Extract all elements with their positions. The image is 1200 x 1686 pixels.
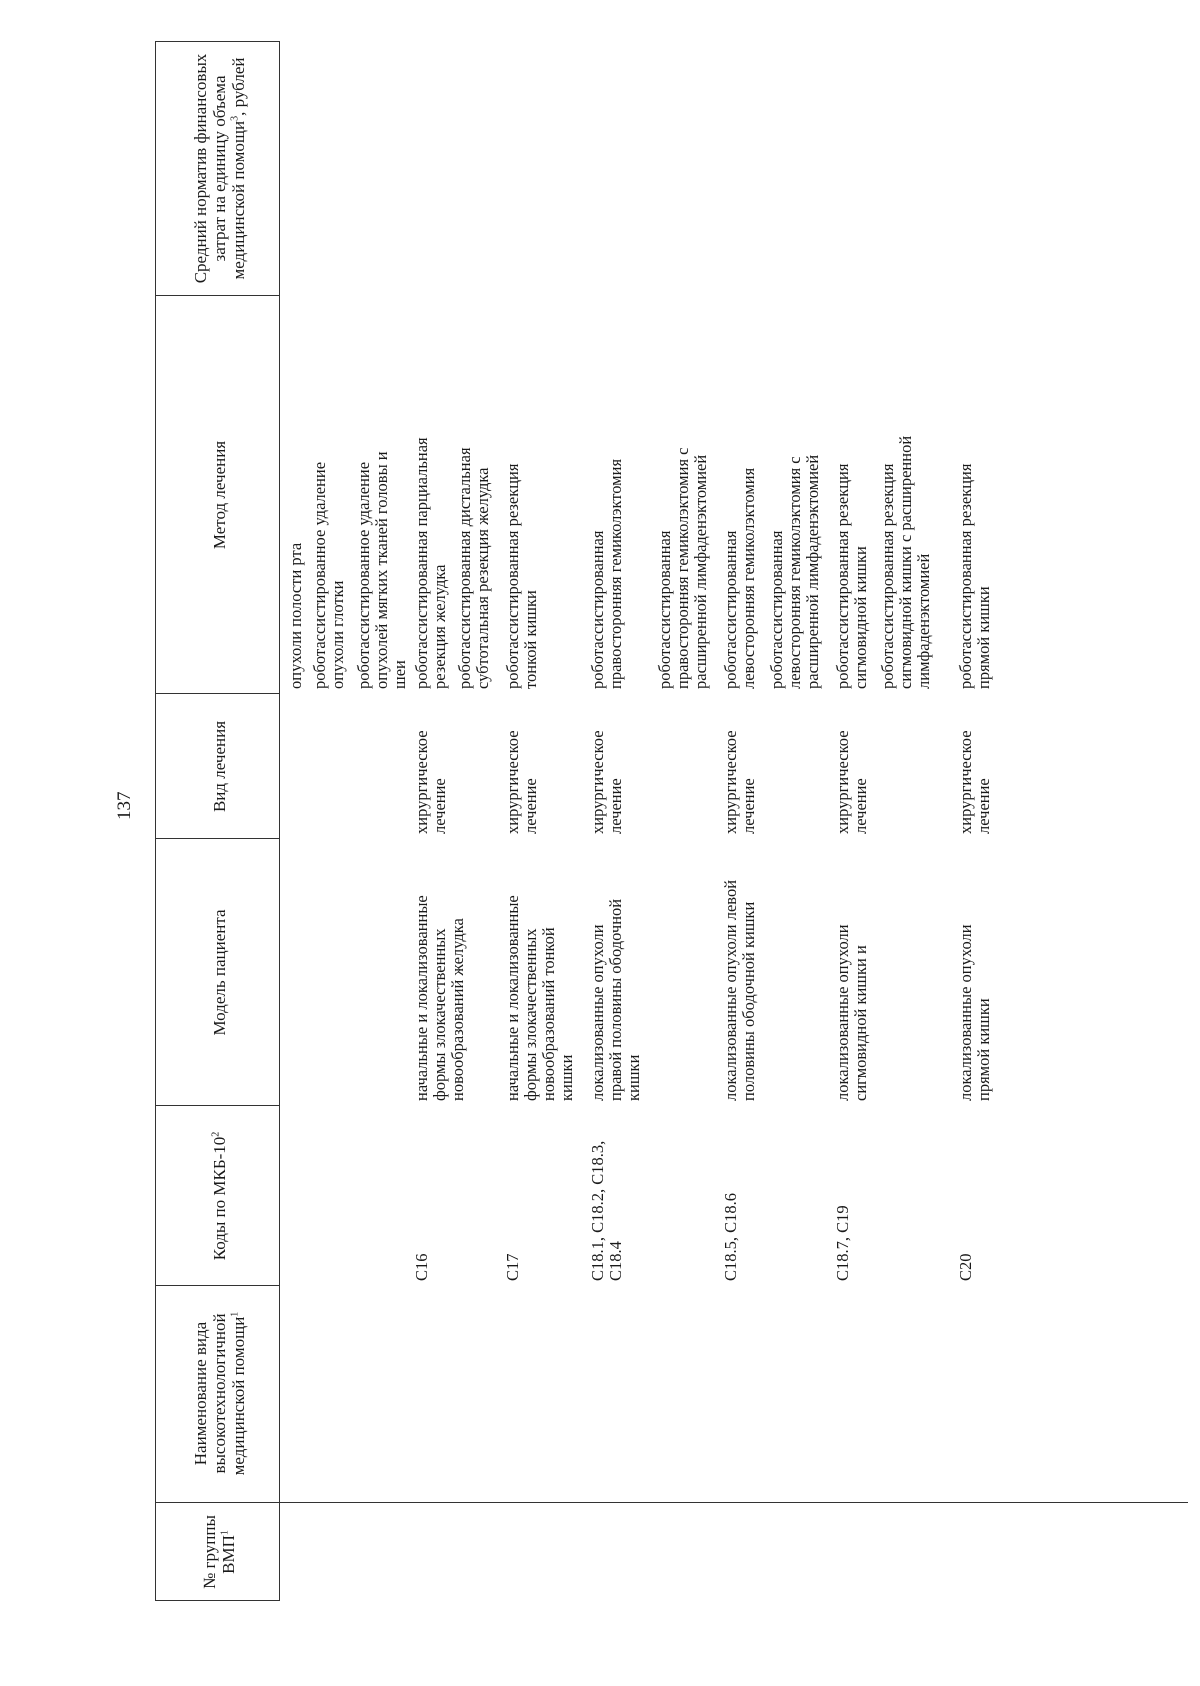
column-divider xyxy=(155,295,280,296)
method-cell: опухоли полости рта xyxy=(286,542,305,689)
icd-code-cell: C20 xyxy=(956,1253,975,1281)
header-group-no: № группы ВМП$^1$ xyxy=(200,1515,238,1589)
method-cell: роботассистированная резекция тонкой кишки xyxy=(503,463,540,689)
method-cell: роботассистированная резекция сигмовидной кишки с расширенной лимфаденэктомией xyxy=(878,435,933,689)
method-cell: роботассистированная дистальная субтотальная резекция желудка xyxy=(455,447,492,689)
method-cell: роботассистированное удаление опухоли глотки xyxy=(310,461,347,689)
patient-model-cell: локализованные опухоли левой половины ободочной кишки xyxy=(721,879,758,1101)
icd-code-cell: C17 xyxy=(503,1253,522,1281)
method-cell: роботассистированная правосторонняя гемиколэктомия с расширенной лимфаденэктомией xyxy=(655,447,710,689)
method-cell: роботассистированная правосторонняя гемиколэктомия xyxy=(588,458,625,689)
treatment-type-cell: хирургическое лечение xyxy=(503,730,540,834)
patient-model-cell: локализованные опухоли правой половины ободочной кишки xyxy=(588,898,643,1101)
icd-code-cell: C16 xyxy=(412,1253,431,1281)
header-patient-model: Модель пациента xyxy=(209,909,229,1036)
method-cell: роботассистированная резекция сигмовидной кишки xyxy=(833,463,870,689)
method-cell: роботассистированное удаление опухолей мягких тканей головы и шеи xyxy=(354,451,409,689)
patient-model-cell: начальные и локализованные формы злокачественных новообразований желудка xyxy=(412,895,467,1101)
icd-code-cell: C18.7, C19 xyxy=(833,1205,852,1281)
header-treatment-type: Вид лечения xyxy=(209,720,229,813)
method-cell: роботассистированная левосторонняя гемиколэктомия xyxy=(721,467,758,689)
column-divider xyxy=(155,838,280,839)
patient-model-cell: локализованные опухоли прямой кишки xyxy=(956,924,993,1101)
header-vmp-name: Наименование вида высокотехнологичной медицинской помощи$^1$ xyxy=(190,1311,248,1476)
method-cell: роботассистированная парциальная резекция желудка xyxy=(412,437,449,689)
header-treatment-method: Метод лечения xyxy=(209,440,229,550)
icd-code-cell: C18.1, C18.2, C18.3, C18.4 xyxy=(588,1140,625,1281)
page-number: 137 xyxy=(114,791,135,820)
icd-code-cell: C18.5, C18.6 xyxy=(721,1192,740,1281)
column-divider xyxy=(155,693,280,694)
treatment-type-cell: хирургическое лечение xyxy=(588,730,625,834)
treatment-type-cell: хирургическое лечение xyxy=(412,730,449,834)
method-cell: роботассистированная резекция прямой кишки xyxy=(956,463,993,689)
patient-model-cell: локализованные опухоли сигмовидной кишки и xyxy=(833,924,870,1101)
column-divider xyxy=(155,1105,280,1106)
column-divider xyxy=(155,1285,280,1286)
column-divider xyxy=(155,1502,1188,1503)
treatment-type-cell: хирургическое лечение xyxy=(956,730,993,834)
header-average-cost: Средний норматив финансовых затрат на единицу объема медицинской помощи$^3$, рублей xyxy=(190,53,248,284)
method-cell: роботассистированная левосторонняя гемиколэктомия с расширенной лимфаденэктомией xyxy=(767,454,822,689)
treatment-type-cell: хирургическое лечение xyxy=(721,730,758,834)
header-icd-codes: Коды по МКБ-$10^2$ xyxy=(209,1131,229,1261)
patient-model-cell: начальные и локализованные формы злокачественных новообразований тонкой кишки xyxy=(503,895,576,1101)
treatment-type-cell: хирургическое лечение xyxy=(833,730,870,834)
